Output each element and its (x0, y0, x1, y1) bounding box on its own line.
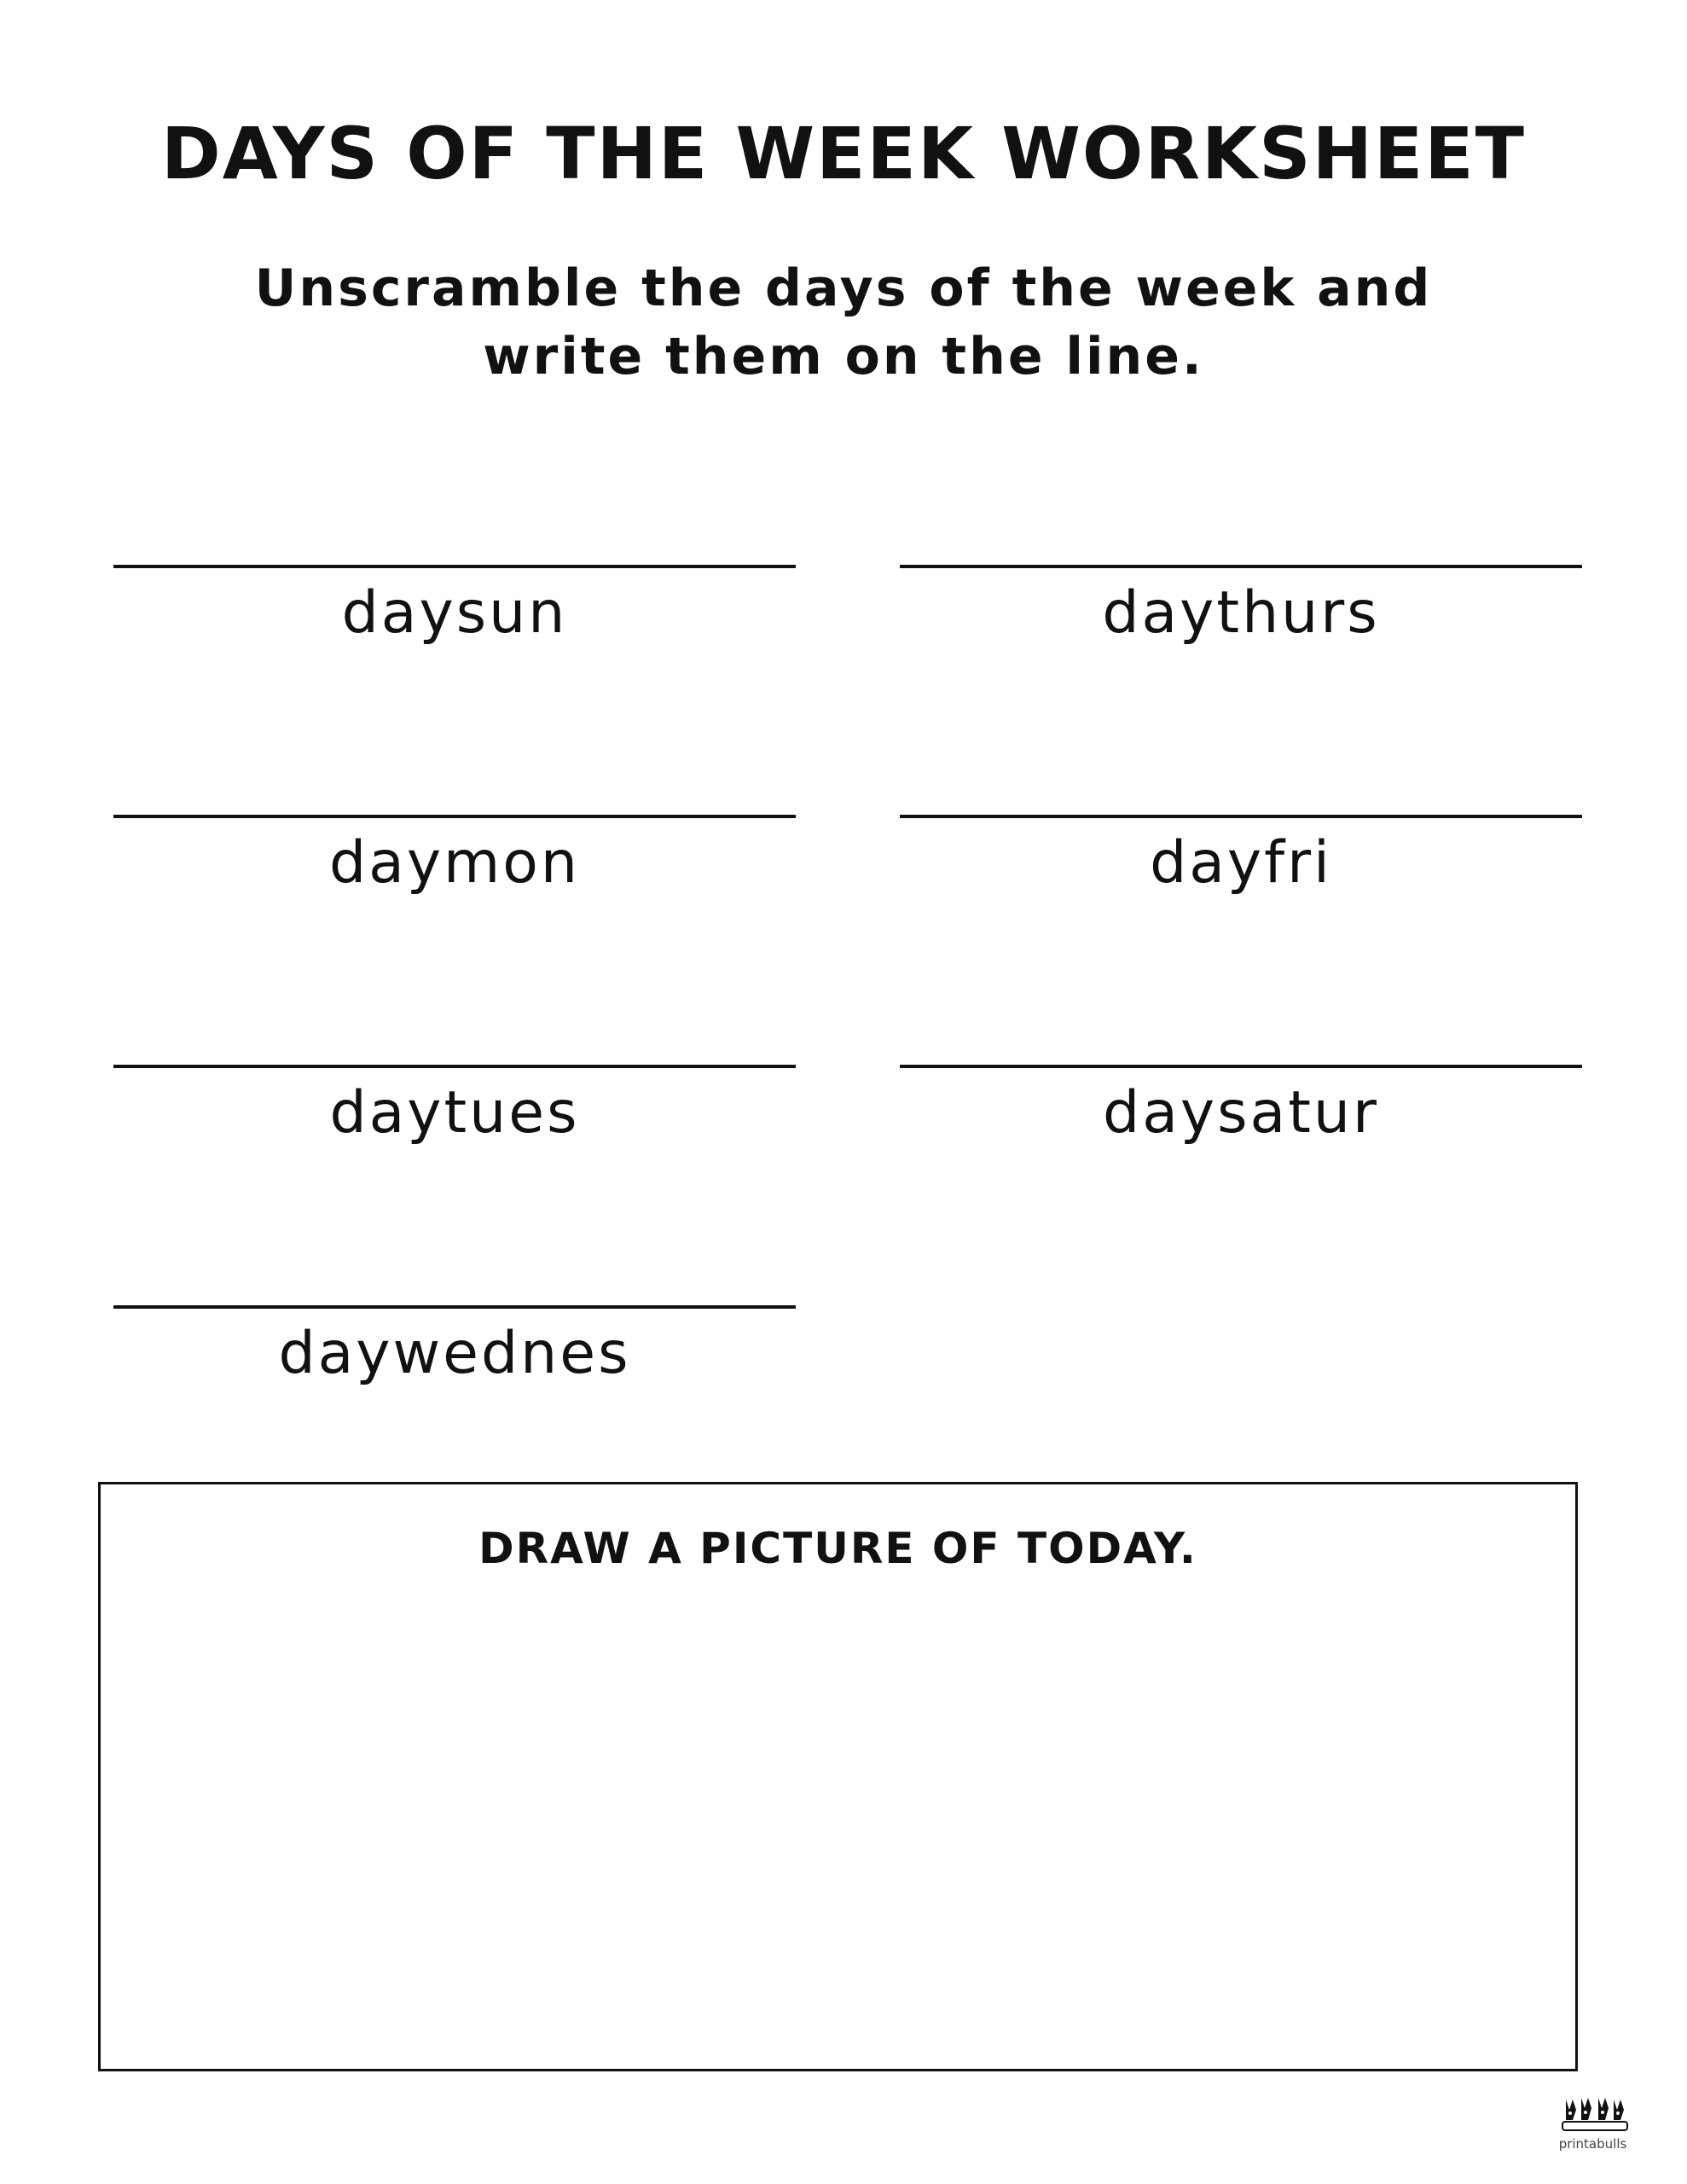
scrambled-word: daysun (341, 579, 568, 647)
answer-line[interactable] (113, 1065, 796, 1068)
answer-line[interactable] (900, 565, 1582, 568)
answer-line[interactable] (900, 1065, 1582, 1068)
scrambled-word: daytues (329, 1079, 580, 1147)
drawing-area-label: DRAW A PICTURE OF TODAY. (478, 1524, 1197, 1573)
answer-line[interactable] (113, 1305, 796, 1309)
answer-line[interactable] (113, 565, 796, 568)
dogs-logo-icon (1561, 2094, 1629, 2135)
drawing-area[interactable] (98, 1482, 1578, 2071)
answer-line[interactable] (113, 815, 796, 818)
scrambled-word: daythurs (1102, 579, 1380, 647)
instructions-line-1: Unscramble the days of the week and (254, 258, 1433, 318)
scrambled-word: daymon (328, 829, 581, 897)
page-title: DAYS OF THE WEEK WORKSHEET (161, 112, 1526, 195)
scrambled-word: dayfri (1150, 829, 1332, 897)
answer-line[interactable] (900, 815, 1582, 818)
instructions-line-2: write them on the line. (483, 327, 1204, 386)
scrambled-word: daysatur (1103, 1079, 1379, 1147)
instructions (0, 254, 1687, 391)
brand-text: printabulls (1558, 2136, 1627, 2152)
scrambled-word: daywednes (278, 1320, 631, 1387)
brand-logo (1552, 2094, 1633, 2158)
